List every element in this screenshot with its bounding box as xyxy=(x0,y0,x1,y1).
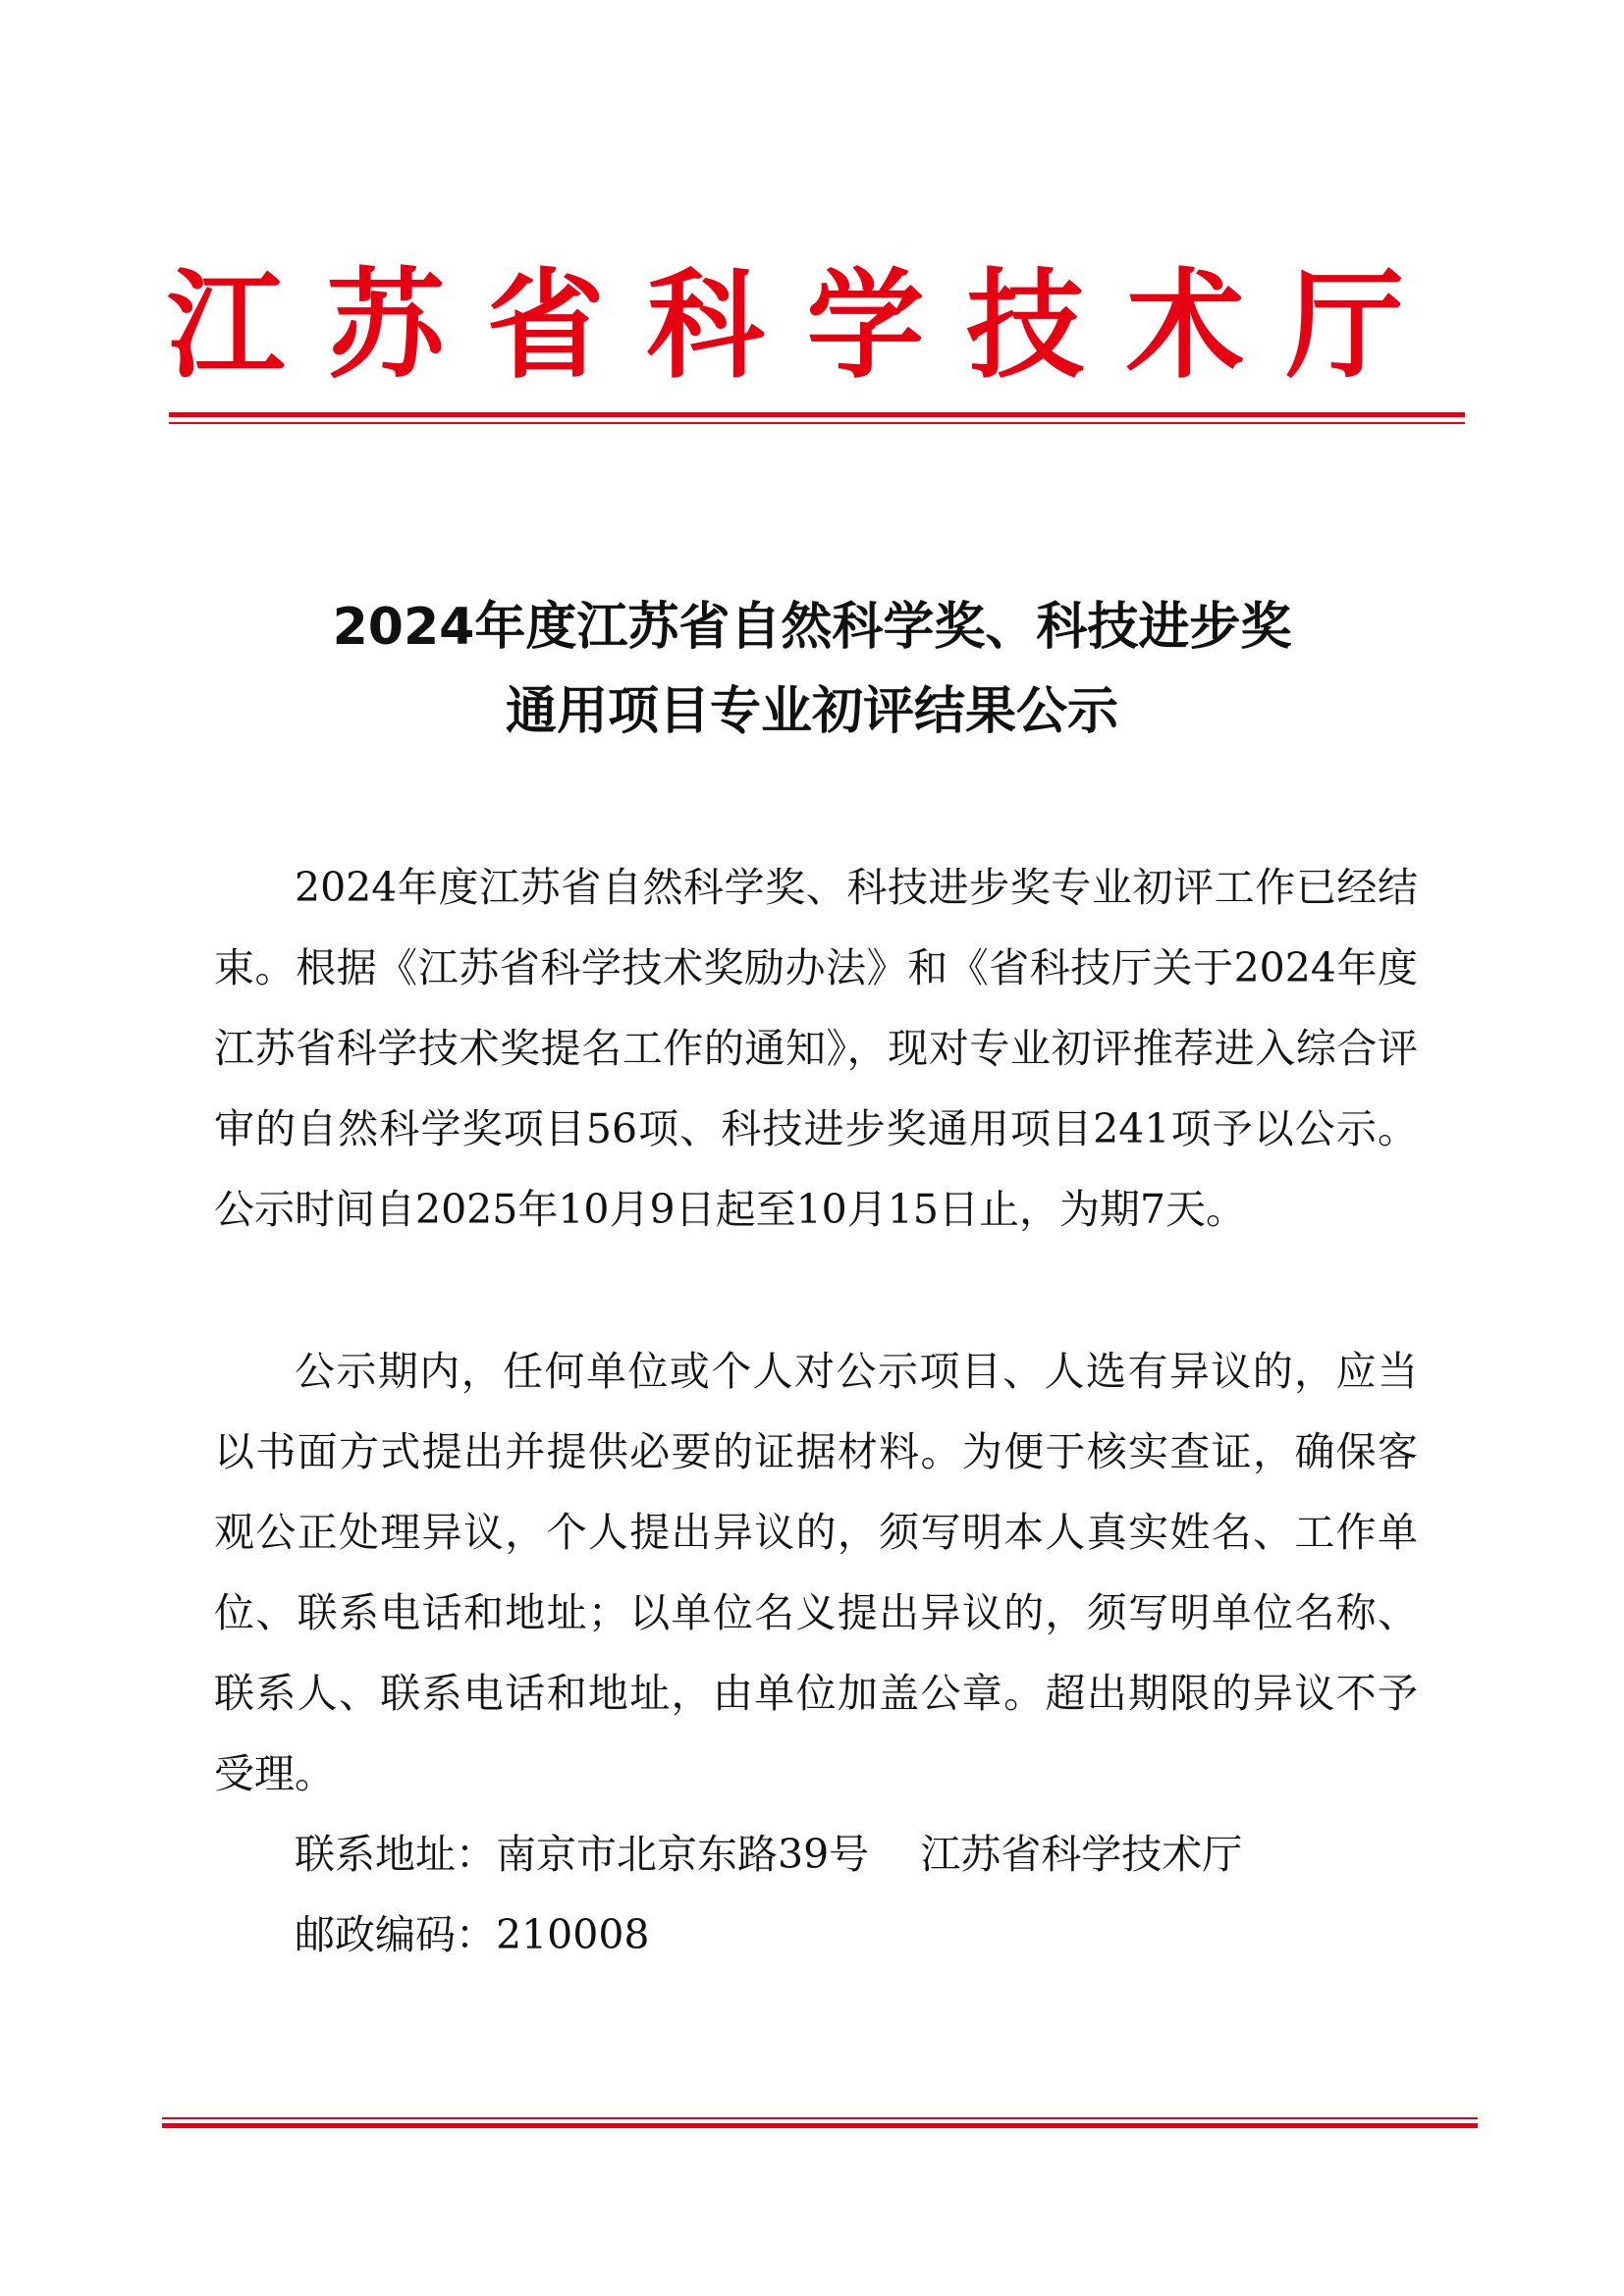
body-paragraph-announcement: 2024年度江苏省自然科学奖、科技进步奖专业初评工作已经结束。根据《江苏省科学技术奖励办法》和《省科技厅关于2024年度江苏省科学技术奖提名工作的通知》，现对专业初评推荐进入综合评审的自然科学奖项目56项、科技进步奖通用项目241项予以公示。公示时间自2025年10月9日起至10月15日止，为期7天。 xyxy=(214,864,1418,1233)
contact-address-org: 江苏省科学技术厅 xyxy=(920,1831,1243,1878)
masthead-char: 科 xyxy=(646,258,765,395)
masthead-char: 江 xyxy=(167,258,285,395)
masthead-char: 厅 xyxy=(1285,258,1404,395)
document-title-line-2: 通用项目专业初评结果公示 xyxy=(505,682,1118,741)
contact-postcode-label: 邮政编码： xyxy=(295,1911,496,1958)
masthead-char: 术 xyxy=(1126,258,1245,395)
body-paragraph-objections: 公示期内，任何单位或个人对公示项目、人选有异议的，应当以书面方式提出并提供必要的证据材料。为便于核实查证，确保客观公正处理异议，个人提出异议的，须写明本人真实姓名、工作单位、联系电话和地址；以单位名义提出异议的，须写明单位名称、联系人、联系电话和地址，由单位加盖公章。超出期限的异议不予受理。 xyxy=(214,1348,1418,1797)
masthead-char: 省 xyxy=(486,258,605,395)
footer-divider-thick xyxy=(162,2123,1478,2128)
footer-divider-thin xyxy=(162,2117,1478,2119)
masthead-char: 苏 xyxy=(326,258,445,395)
contact-address-label: 联系地址： xyxy=(295,1831,496,1878)
masthead-char: 学 xyxy=(806,258,925,395)
contact-address-line xyxy=(295,1814,1242,1895)
masthead-char: 技 xyxy=(966,258,1085,395)
header-divider-thin xyxy=(169,422,1465,424)
issuing-authority-masthead xyxy=(167,258,1404,395)
document-title-line-1: 2024年度江苏省自然科学奖、科技进步奖 xyxy=(332,598,1292,657)
contact-postcode-line xyxy=(295,1895,650,1975)
contact-address-value: 南京市北京东路39号 xyxy=(496,1831,870,1878)
contact-postcode-value: 210008 xyxy=(496,1911,650,1958)
header-divider-thick xyxy=(169,412,1465,417)
